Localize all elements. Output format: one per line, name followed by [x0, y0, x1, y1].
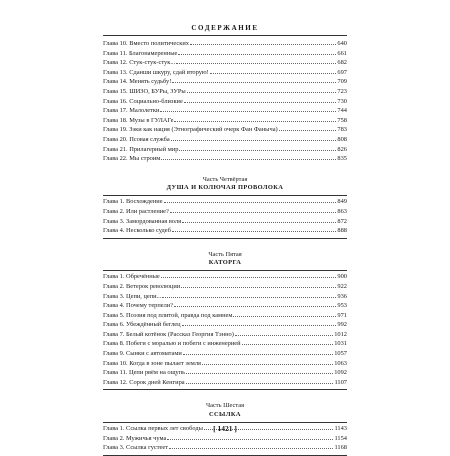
- toc-leader-dots: [171, 135, 337, 141]
- toc-entry: [103, 49, 347, 59]
- toc-entry-page: 808: [337, 135, 347, 143]
- toc-entry-label: Глава 2. Мужичья чума: [103, 434, 167, 442]
- toc-entry: [103, 349, 347, 359]
- toc-entry-page: 872: [337, 217, 347, 225]
- toc-leader-dots: [169, 443, 333, 449]
- toc-entry: [103, 154, 347, 164]
- toc-leader-dots: [172, 77, 336, 83]
- toc-section: [103, 176, 347, 239]
- toc-leader-dots: [161, 272, 337, 278]
- toc-leader-dots: [164, 197, 337, 203]
- toc-entry: [103, 443, 347, 453]
- toc-leader-dots: [182, 217, 336, 223]
- toc-entry-label: Глава 15. ШИЗО, БУРы, ЗУРы: [103, 87, 186, 95]
- toc-entry: [103, 378, 347, 388]
- toc-entry: [103, 116, 347, 126]
- toc-entry: [103, 330, 347, 340]
- toc-entry: [103, 135, 347, 145]
- toc-leader-dots: [174, 116, 336, 122]
- toc-leader-dots: [187, 87, 337, 93]
- toc-entry: [103, 226, 347, 236]
- toc-entry-label: Глава 2. Или растление?: [103, 207, 169, 215]
- toc-leader-dots: [235, 330, 333, 336]
- toc-leader-dots: [181, 282, 336, 288]
- toc-entry-label: Глава 12. Стук-стук-стук...: [103, 59, 176, 67]
- toc-leader-dots: [184, 97, 337, 103]
- toc-leader-dots: [183, 349, 333, 355]
- toc-leader-dots: [160, 106, 336, 112]
- toc-entry-page: 888: [337, 227, 347, 235]
- section-part-title: Часть Шестая: [205, 402, 245, 410]
- toc-entry-label: Глава 19. Зэки как нация (Этнографический очерк Фан Фаныча): [103, 126, 278, 134]
- toc-entry-page: 730: [337, 97, 347, 105]
- section-top-rule: [103, 270, 347, 271]
- toc-entry-label: Глава 8. Побеги с моралью и побеги с инженерией: [103, 340, 241, 348]
- toc-leader-dots: [182, 320, 337, 326]
- toc-entry-page: 863: [337, 207, 347, 215]
- toc-leader-dots: [170, 207, 337, 213]
- toc-entry: [103, 207, 347, 217]
- toc-leader-dots: [161, 154, 336, 160]
- toc-entry-page: 1012: [334, 330, 347, 338]
- toc-entry: [103, 217, 347, 227]
- toc-entry-page: 1107: [334, 378, 347, 386]
- toc-entry-label: Глава 3. Ссылка густеет: [103, 444, 169, 452]
- toc-entry: [103, 320, 347, 330]
- toc-entry-label: Глава 3. Цепи, цепи...: [103, 292, 162, 300]
- toc-entry-page: 783: [337, 126, 347, 134]
- toc-entry-page: 1168: [334, 444, 347, 452]
- toc-leader-dots: [190, 39, 336, 45]
- toc-entry-page: 992: [337, 321, 347, 329]
- toc-entry-page: 682: [337, 59, 347, 67]
- toc-entry: [103, 58, 347, 68]
- toc-entry-page: 709: [337, 78, 347, 86]
- toc-leader-dots: [186, 368, 333, 374]
- toc-entry-label: Глава 13. Сданши шкуру, сдай вторую!: [103, 68, 209, 76]
- page-header-title: СОДЕРЖАНИЕ: [191, 24, 259, 32]
- section-part-title: Часть Четвёртая: [202, 175, 248, 183]
- toc-entry: [103, 77, 347, 87]
- toc-leader-dots: [178, 49, 336, 55]
- toc-entry-label: Глава 5. Поэзия под плитой, правда под камнем: [103, 311, 233, 319]
- toc-entry-label: Глава 20. Псовая служба: [103, 135, 170, 143]
- toc-section: [103, 251, 347, 391]
- toc-leader-dots: [179, 145, 336, 151]
- section-name: ССЫЛКА: [209, 410, 241, 418]
- toc-entry-page: 922: [337, 282, 347, 290]
- toc-entry-page: 835: [337, 155, 347, 163]
- toc-entry-page: 661: [337, 49, 347, 57]
- toc-leader-dots: [202, 359, 333, 365]
- toc-entry-label: Глава 10. Когда в зоне пылает земля: [103, 359, 201, 367]
- toc-entry-page: 697: [337, 68, 347, 76]
- toc-entry-page: 900: [337, 273, 347, 281]
- toc-intro-list: [103, 39, 347, 164]
- toc-entry-label: Глава 22. Мы строим: [103, 155, 161, 163]
- header-rule: [103, 35, 347, 36]
- toc-entry-page: 1154: [334, 434, 347, 442]
- toc-entry: [103, 145, 347, 155]
- toc-entry-label: Глава 3. Замордованная воля: [103, 217, 182, 225]
- toc-entry-label: Глава 1. Ссылка первых лет свободы: [103, 425, 203, 433]
- toc-entry-label: Глава 18. Музы в ГУЛАГе: [103, 116, 174, 124]
- toc-leader-dots: [186, 378, 334, 384]
- toc-entry-label: Глава 2. Ветерок революции: [103, 282, 181, 290]
- toc-entry: [103, 339, 347, 349]
- toc-entry: [103, 197, 347, 207]
- toc-entry-label: Глава 16. Социально-близкие: [103, 97, 183, 105]
- section-top-rule: [103, 422, 347, 423]
- toc-entry: [103, 272, 347, 282]
- toc-sections: [103, 176, 347, 456]
- toc-entry-label: Глава 12. Сорок дней Кенгира: [103, 378, 185, 386]
- toc-entry-page: 1092: [334, 369, 347, 377]
- toc-entry: [103, 368, 347, 378]
- toc-leader-dots: [242, 339, 334, 345]
- toc-entry-label: Глава 6. Убеждённый беглец: [103, 321, 181, 329]
- toc-leader-dots: [167, 434, 333, 440]
- toc-leader-dots: [176, 58, 336, 64]
- toc-entry-label: Глава 4. Несколько судеб: [103, 227, 171, 235]
- toc-entry-label: Глава 17. Малолетки: [103, 107, 160, 115]
- toc-entry-label: Глава 11. Цепи рвём на ощупь: [103, 369, 186, 377]
- toc-entry-label: Глава 1. Восхождение: [103, 198, 163, 206]
- toc-entry-page: 826: [337, 145, 347, 153]
- toc-entry-page: 1143: [334, 425, 347, 433]
- toc-leader-dots: [233, 311, 336, 317]
- toc-entry-label: Глава 10. Вместо политических: [103, 40, 189, 47]
- toc-entry-page: 640: [337, 40, 347, 47]
- toc-content: [103, 39, 347, 456]
- toc-entry: [103, 97, 347, 107]
- toc-entry-page: 953: [337, 302, 347, 310]
- toc-leader-dots: [279, 125, 337, 131]
- page-number: [ 1421 ]: [213, 424, 237, 433]
- toc-entry: [103, 87, 347, 97]
- toc-leader-dots: [172, 226, 337, 232]
- toc-entry: [103, 292, 347, 302]
- toc-entry: [103, 282, 347, 292]
- toc-entry-label: Глава 1. Обречённые: [103, 273, 160, 281]
- toc-entry-page: 1057: [334, 350, 347, 358]
- toc-entry-page: 971: [337, 311, 347, 319]
- toc-entry: [103, 68, 347, 78]
- toc-entry-page: 1031: [334, 340, 347, 348]
- section-name: КАТОРГА: [208, 258, 242, 266]
- section-top-rule: [103, 195, 347, 196]
- toc-entry-label: Глава 7. Белый котёнок (Рассказ Георгия Тэнно): [103, 330, 234, 338]
- toc-entry-page: 936: [337, 292, 347, 300]
- section-part-title: Часть Пятая: [208, 250, 242, 258]
- toc-entry: [103, 39, 347, 49]
- toc-entry-label: Глава 11. Благонамеренные: [103, 49, 178, 57]
- toc-entry: [103, 125, 347, 135]
- section-name: ДУША И КОЛЮЧАЯ ПРОВОЛОКА: [166, 183, 284, 191]
- toc-entry-label: Глава 14. Менять судьбу!: [103, 78, 172, 86]
- toc-entry-page: 744: [337, 107, 347, 115]
- toc-leader-dots: [210, 68, 337, 74]
- toc-entry-label: Глава 4. Почему терпели?: [103, 302, 174, 310]
- toc-entry-page: 723: [337, 87, 347, 95]
- toc-entry: [103, 106, 347, 116]
- section-bottom-rule: [103, 389, 347, 390]
- toc-entry-label: Глава 9. Сынки с автоматами: [103, 350, 182, 358]
- toc-entry-page: 849: [337, 198, 347, 206]
- toc-entry: [103, 359, 347, 369]
- toc-entry-page: 1063: [334, 359, 347, 367]
- toc-leader-dots: [174, 301, 336, 307]
- toc-leader-dots: [162, 292, 336, 298]
- toc-entry-label: Глава 21. Прилагерный мир: [103, 145, 179, 153]
- toc-entry: [103, 301, 347, 311]
- toc-entry-page: 758: [337, 116, 347, 124]
- toc-entry: [103, 434, 347, 444]
- toc-entry: [103, 311, 347, 321]
- section-bottom-rule: [103, 238, 347, 239]
